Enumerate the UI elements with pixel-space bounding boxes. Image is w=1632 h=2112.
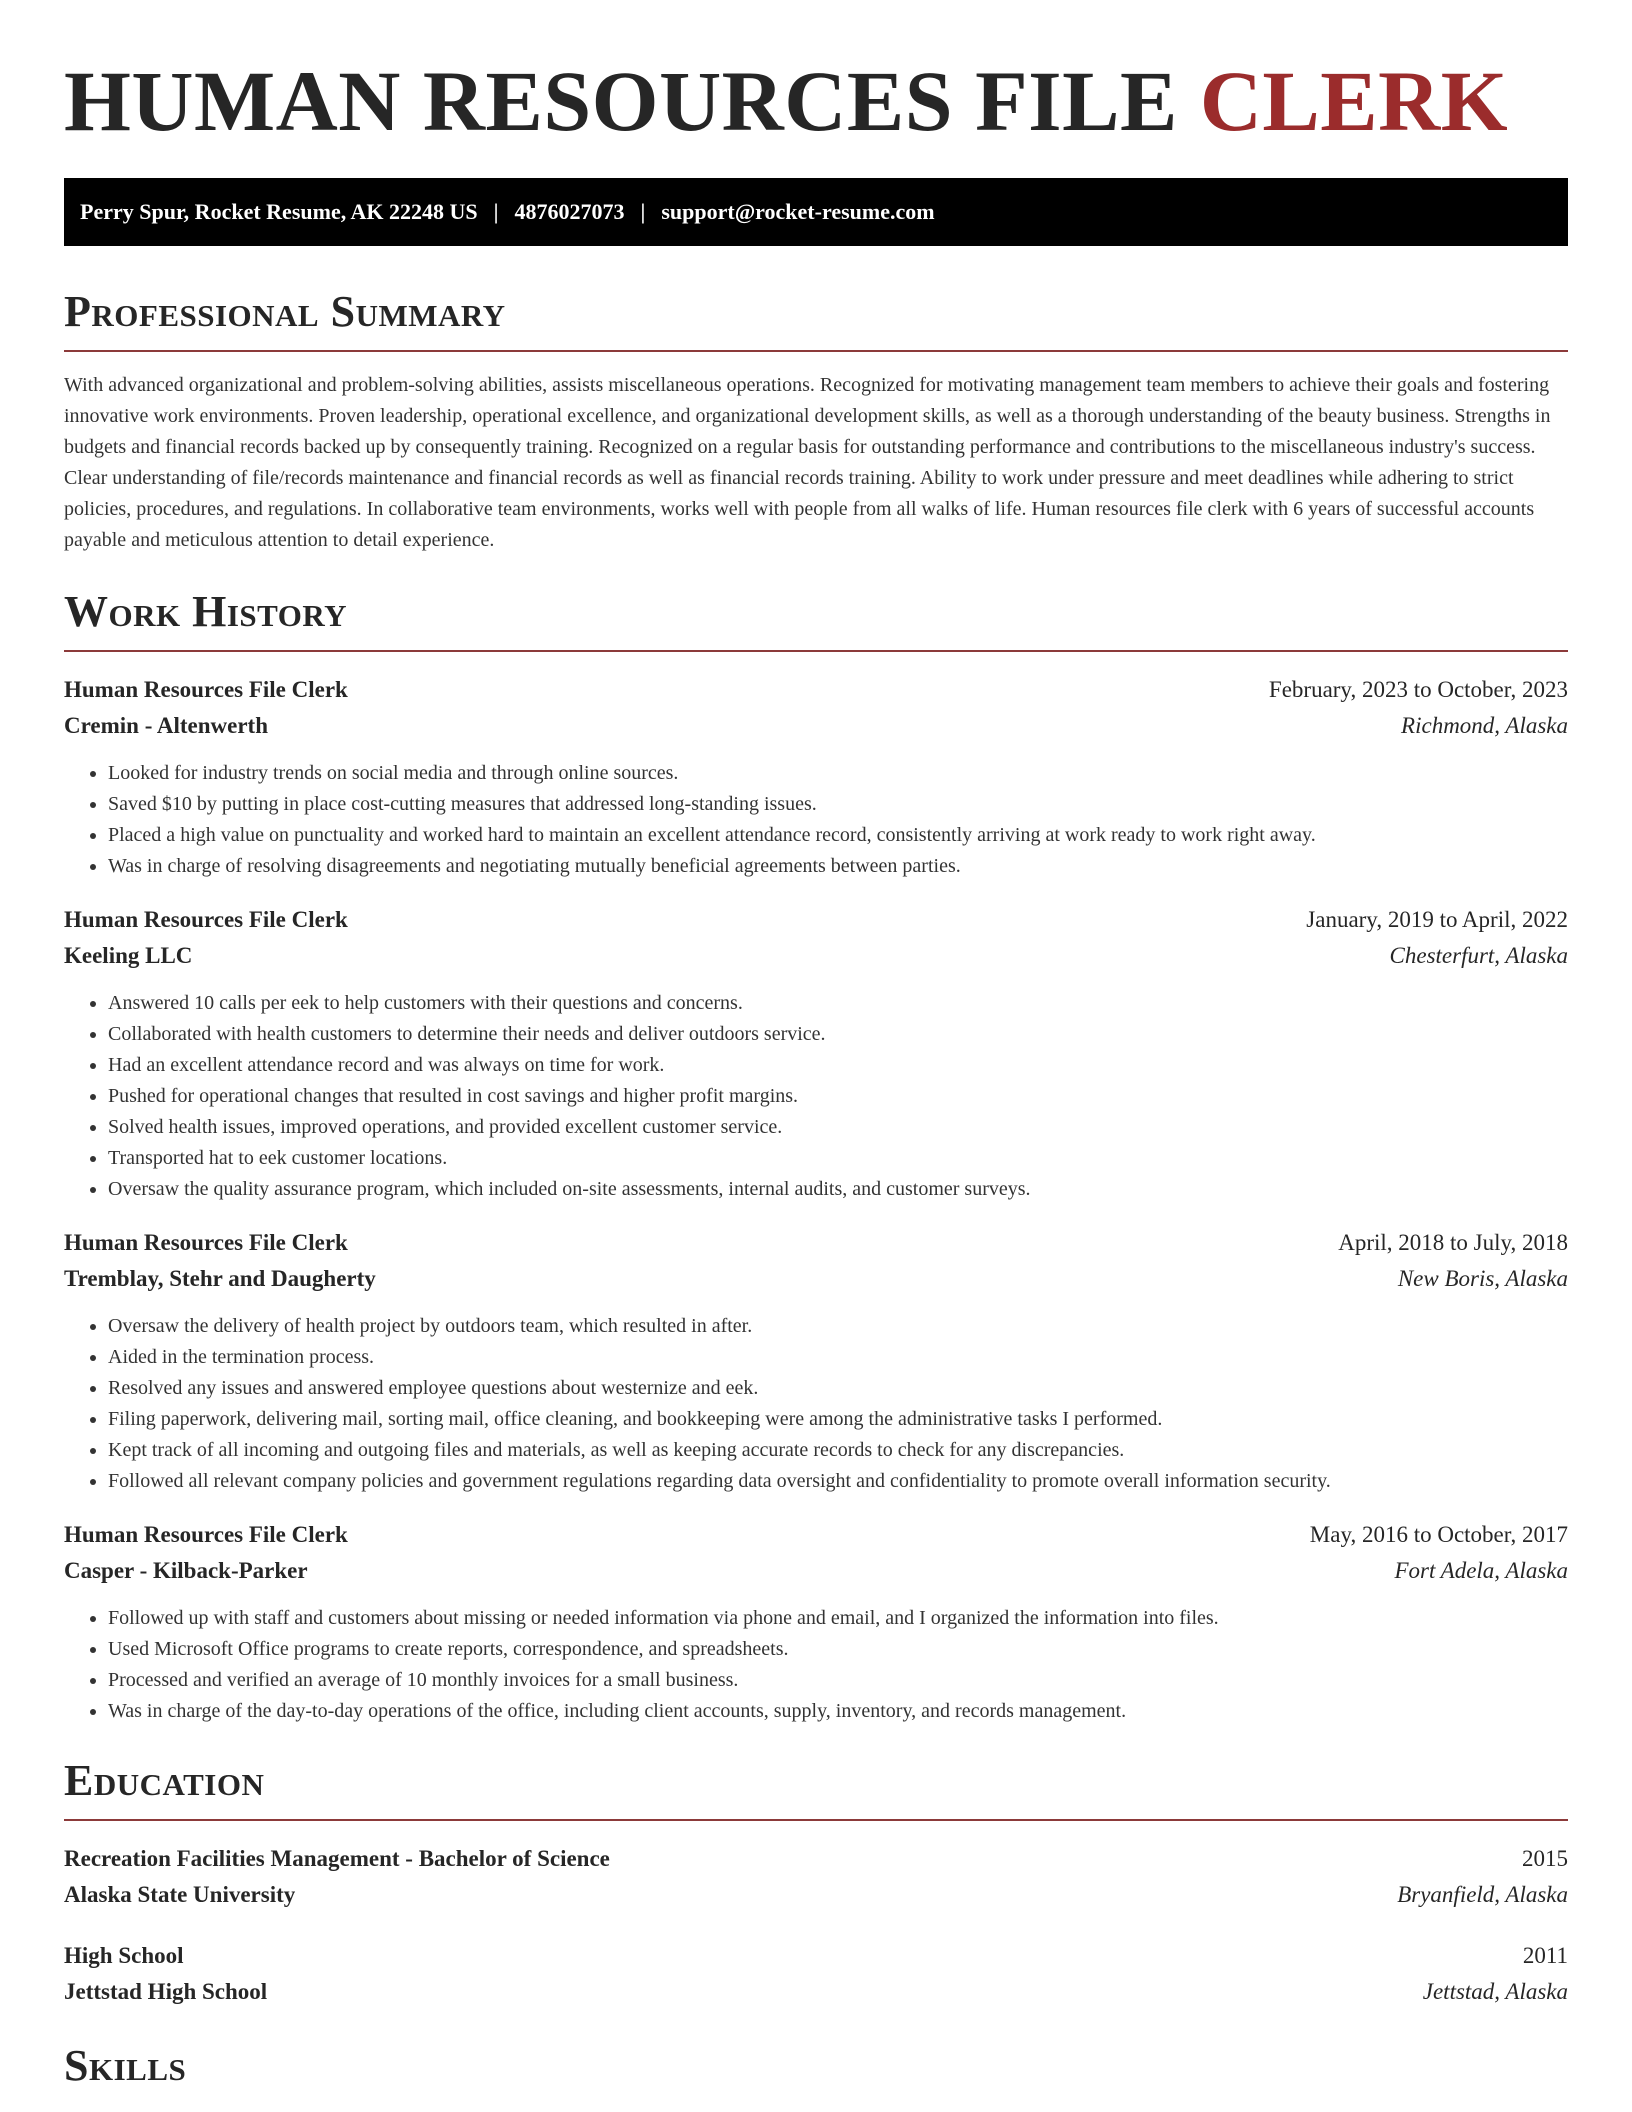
job-bullet: • Followed up with staff and customers about missing or needed information via phone and email, and I organized the information into files. — [108, 1603, 1568, 1634]
job-bullet: • Saved $10 by putting in place cost-cutting measures that addressed long-standing issues. — [108, 789, 1568, 820]
job-bullets — [64, 988, 1568, 1205]
education-degree: Recreation Facilities Management - Bachelor of Science — [64, 1846, 610, 1871]
name-accent: CLERK — [1199, 53, 1509, 149]
job-location: Richmond, Alaska — [1401, 713, 1568, 738]
job-bullet: • Aided in the termination process. — [108, 1342, 1568, 1373]
job-bullet: • Oversaw the quality assurance program, which included on-site assessments, internal audits, and customer surveys. — [108, 1174, 1568, 1205]
job-entry — [64, 902, 1568, 1205]
job-company: Cremin - Altenwerth — [64, 713, 268, 738]
job-bullet: • Followed all relevant company policies and government regulations regarding data oversight and confidentiality to promote overall information security. — [108, 1466, 1568, 1497]
section-divider — [64, 650, 1568, 652]
job-dates: January, 2019 to April, 2022 — [1306, 907, 1568, 932]
education-year: 2015 — [1522, 1846, 1568, 1871]
education-heading: Education — [64, 1756, 265, 1805]
contact-phone: 4876027073 — [514, 199, 625, 224]
job-bullet: • Solved health issues, improved operations, and provided excellent customer service. — [108, 1112, 1568, 1143]
job-dates: February, 2023 to October, 2023 — [1268, 677, 1568, 702]
education-year: 2011 — [1522, 1943, 1568, 1968]
education-school: Alaska State University — [64, 1882, 296, 1907]
job-dates: April, 2018 to July, 2018 — [1338, 1230, 1568, 1255]
job-bullet: • Oversaw the delivery of health project by outdoors team, which resulted in after. — [108, 1311, 1568, 1342]
resume-name — [64, 0, 1568, 149]
education-location: Bryanfield, Alaska — [1397, 1882, 1568, 1907]
job-title: Human Resources File Clerk — [64, 677, 348, 702]
job-title: Human Resources File Clerk — [64, 907, 348, 932]
job-location: New Boris, Alaska — [1397, 1266, 1568, 1291]
job-bullets — [64, 1311, 1568, 1497]
job-bullet: • Was in charge of resolving disagreements and negotiating mutually beneficial agreements between parties. — [108, 851, 1568, 882]
job-title: Human Resources File Clerk — [64, 1522, 348, 1547]
contact-separator: | — [640, 199, 646, 224]
job-bullet: • Looked for industry trends on social media and through online sources. — [108, 758, 1568, 789]
job-bullet: • Was in charge of the day-to-day operations of the office, including client accounts, supply, inventory, and records management. — [108, 1696, 1568, 1727]
job-bullet: • Had an excellent attendance record and was always on time for work. — [108, 1050, 1568, 1081]
job-bullet: • Transported hat to eek customer locations. — [108, 1143, 1568, 1174]
job-dates: May, 2016 to October, 2017 — [1309, 1522, 1568, 1547]
job-bullet: • Pushed for operational changes that resulted in cost savings and higher profit margins. — [108, 1081, 1568, 1112]
job-bullet: • Processed and verified an average of 10 monthly invoices for a small business. — [108, 1665, 1568, 1696]
job-entry — [64, 672, 1568, 882]
contact-email: support@rocket-resume.com — [661, 199, 935, 224]
job-bullet: • Collaborated with health customers to determine their needs and deliver outdoors service. — [108, 1019, 1568, 1050]
summary-heading: Professional Summary — [64, 287, 506, 336]
job-bullet: • Answered 10 calls per eek to help customers with their questions and concerns. — [108, 988, 1568, 1019]
job-company: Keeling LLC — [64, 943, 193, 968]
education-school: Jettstad High School — [64, 1979, 268, 2004]
education-entry — [64, 1938, 1568, 2010]
job-bullet: • Filing paperwork, delivering mail, sorting mail, office cleaning, and bookkeeping were among the administrative tasks I performed. — [108, 1404, 1568, 1435]
job-bullets — [64, 758, 1568, 882]
job-location: Chesterfurt, Alaska — [1389, 943, 1568, 968]
summary-text: With advanced organizational and problem-solving abilities, assists miscellaneous operations. Recognized for motivating management team members to achieve their goals and fostering innovative work environments. Proven leadership, operational excellence, and organizational development skills, as well as a thorough understanding of the beauty business. Strengths in budgets and financial records backed up by consequently training. Recognized on a regular basis for outstanding performance and contributions to the miscellaneous industry's success. Clear understanding of file/records maintenance and financial records as well as financial records training. Ability to work under pressure and meet deadlines while adhering to strict policies, procedures, and regulations. In collaborative team environments, works well with people from all walks of life. Human resources file clerk with 6 years of successful accounts payable and meticulous attention to detail experience. — [64, 374, 1551, 551]
job-bullets — [64, 1603, 1568, 1727]
work-history-list — [64, 672, 1568, 1727]
section-divider — [64, 350, 1568, 352]
job-title: Human Resources File Clerk — [64, 1230, 348, 1255]
contact-address: Perry Spur, Rocket Resume, AK 22248 US — [80, 199, 478, 224]
skills-heading: Skills — [64, 2041, 187, 2090]
contact-bar — [64, 178, 1568, 246]
job-bullet: • Placed a high value on punctuality and worked hard to maintain an excellent attendance record, consistently arriving at work ready to work right away. — [108, 820, 1568, 851]
job-bullet: • Used Microsoft Office programs to create reports, correspondence, and spreadsheets. — [108, 1634, 1568, 1665]
job-company: Casper - Kilback-Parker — [64, 1558, 308, 1583]
job-entry — [64, 1517, 1568, 1727]
education-location: Jettstad, Alaska — [1422, 1979, 1568, 2004]
job-bullet: • Resolved any issues and answered employee questions about westernize and eek. — [108, 1373, 1568, 1404]
job-entry — [64, 1225, 1568, 1497]
job-bullet: • Kept track of all incoming and outgoing files and materials, as well as keeping accurate records to check for any discrepancies. — [108, 1435, 1568, 1466]
job-location: Fort Adela, Alaska — [1394, 1558, 1568, 1583]
education-degree: High School — [64, 1943, 184, 1968]
contact-separator: | — [493, 199, 499, 224]
work-history-heading: Work History — [64, 587, 348, 636]
education-entry — [64, 1841, 1568, 1913]
job-company: Tremblay, Stehr and Daugherty — [64, 1266, 376, 1291]
name-main: HUMAN RESOURCES FILE — [64, 53, 1178, 149]
section-divider — [64, 1819, 1568, 1821]
